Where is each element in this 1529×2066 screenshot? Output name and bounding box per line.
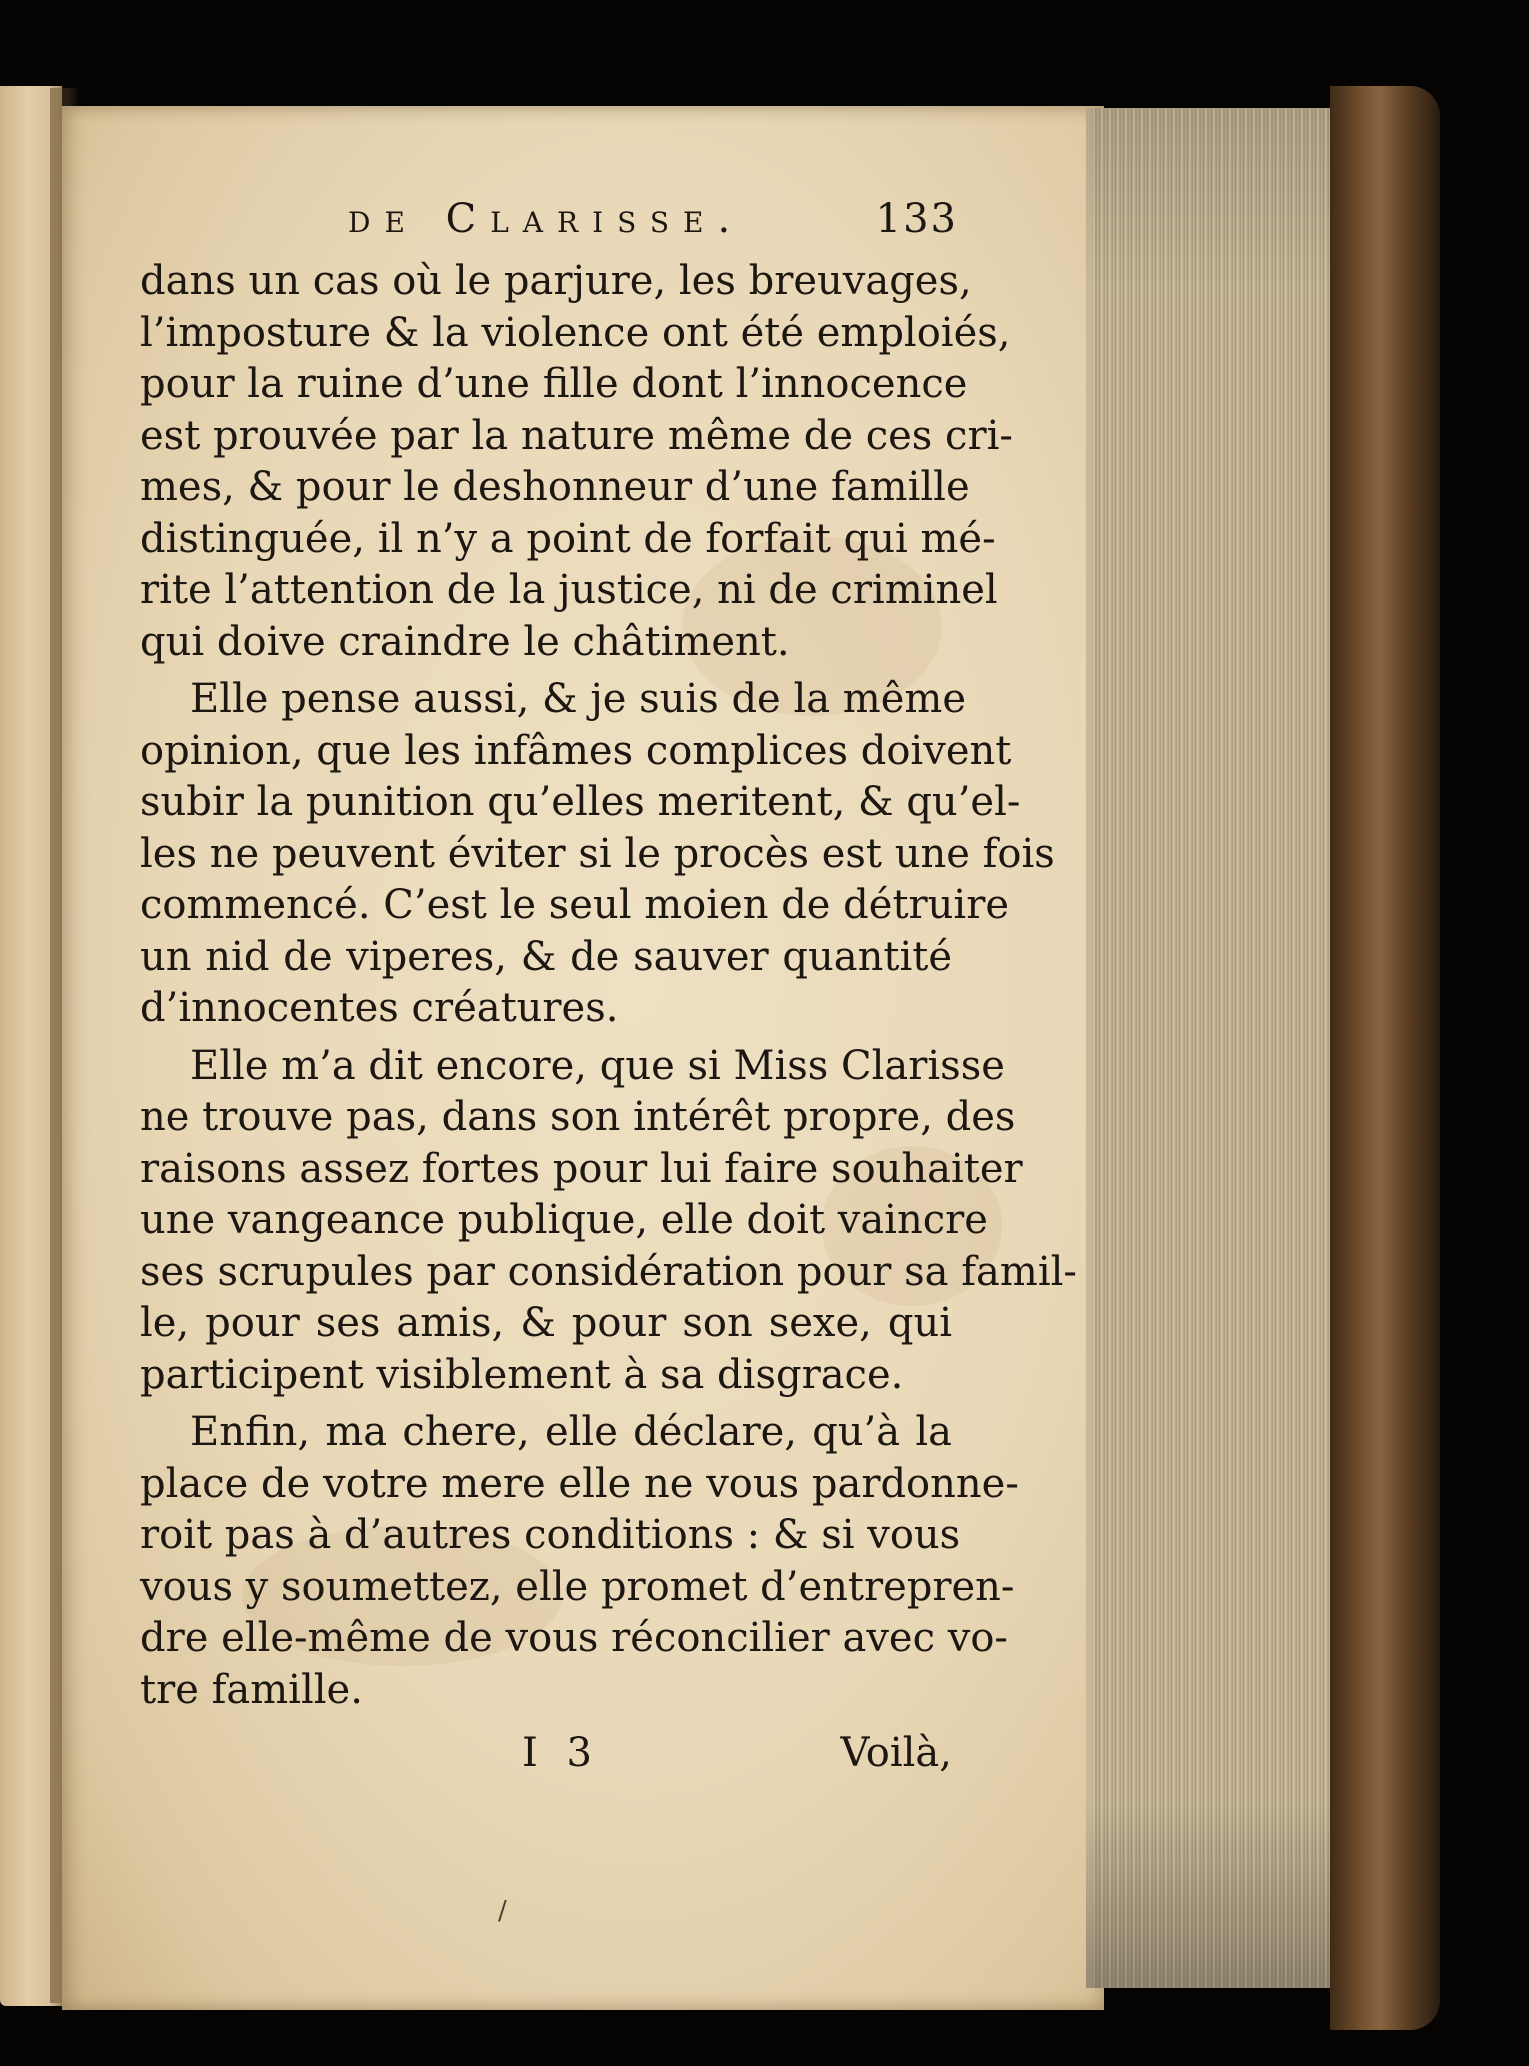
text-line: raisons assez fortes pour lui faire souhaiter: [140, 1145, 1023, 1192]
text-line: roit pas à d’autres conditions : & si vous: [140, 1512, 961, 1558]
text-line: Elle pense aussi, & je suis de la même: [190, 676, 966, 722]
text-line: vous y soumettez, elle promet d’entrepren-: [140, 1563, 1015, 1610]
body-text: [140, 256, 1077, 1716]
text-line: opinion, que les infâmes complices doivent: [140, 727, 1012, 774]
running-head: de Clarisse.: [348, 196, 745, 242]
text-line: les ne peuvent éviter si le procès est une fois: [140, 830, 1055, 877]
text-line: un nid de viperes, & de sauver quantité: [140, 933, 952, 980]
text-line: d’innocentes créatures.: [140, 985, 619, 1031]
page-text-block: [140, 186, 1077, 1790]
text-line: distinguée, il n’y a point de forfait qui mé-: [140, 515, 996, 562]
text-line: pour la ruine d’une fille dont l’innocence: [140, 361, 968, 407]
paragraph: [140, 1407, 1019, 1716]
text-line: dre elle-même de vous réconcilier avec vo-: [140, 1615, 1008, 1661]
text-line: subir la punition qu’elles meritent, & qu’el-: [140, 779, 1021, 825]
leather-cover: [1330, 86, 1440, 2030]
catchword: Voilà,: [840, 1730, 952, 1776]
text-line: place de votre mere elle ne vous pardonne-: [140, 1460, 1019, 1507]
text-line: le, pour ses amis, & pour son sexe, qui: [140, 1300, 952, 1346]
page-footer: [140, 1730, 952, 1790]
text-line: mes, & pour le deshonneur d’une famille: [140, 464, 970, 510]
text-line: Elle m’a dit encore, que si Miss Clarisse: [190, 1042, 1005, 1089]
text-line: ne trouve pas, dans son intérêt propre, des: [140, 1094, 1016, 1140]
text-line: rite l’attention de la justice, ni de criminel: [140, 567, 998, 613]
paragraph: [140, 256, 1013, 668]
text-line: ses scrupules par considération pour sa famil-: [140, 1248, 1077, 1295]
page-header: [140, 186, 958, 256]
signature-mark: I 3: [522, 1730, 600, 1776]
page-number: 133: [875, 196, 958, 242]
text-line: qui doive craindre le châtiment.: [140, 618, 790, 665]
text-line: Enfin, ma chere, elle déclare, qu’à la: [190, 1409, 952, 1455]
text-line: est prouvée par la nature même de ces cri-: [140, 412, 1013, 459]
text-line: commencé. C’est le seul moien de détruire: [140, 882, 1010, 928]
text-line: tre famille.: [140, 1666, 363, 1713]
page-block-shadow: [1086, 108, 1342, 1988]
text-line: dans un cas où le parjure, les breuvages,: [140, 258, 972, 304]
text-line: l’imposture & la violence ont été emploiés,: [140, 309, 1011, 356]
text-line: participent visiblement à sa disgrace.: [140, 1351, 904, 1398]
paragraph: [140, 674, 1055, 1035]
margin-mark: /: [498, 1896, 507, 1926]
paragraph: [140, 1041, 1077, 1402]
text-line: une vangeance publique, elle doit vaincre: [140, 1197, 988, 1243]
